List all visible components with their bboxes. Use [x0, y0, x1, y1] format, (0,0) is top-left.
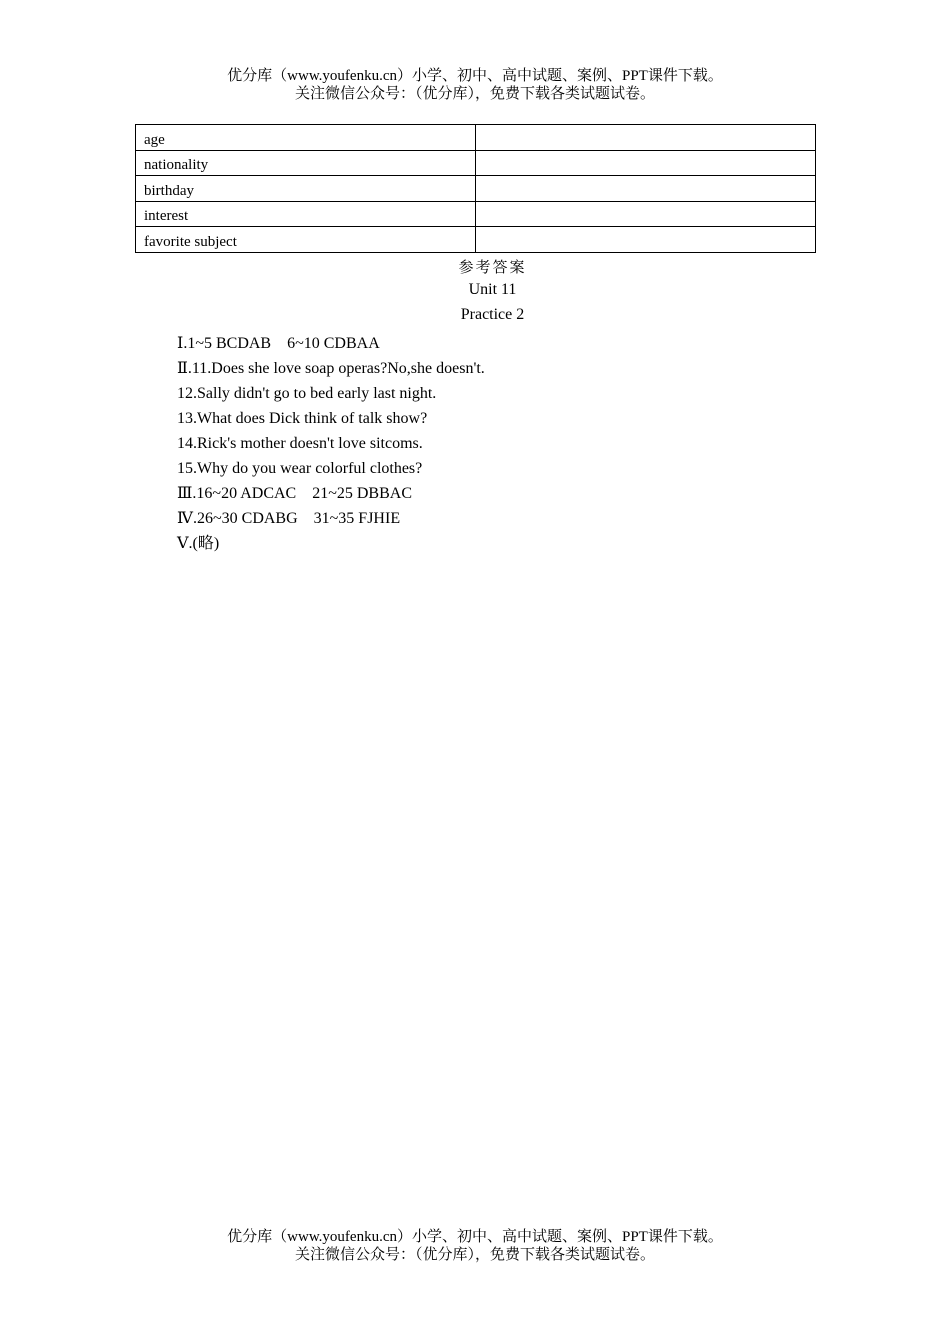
answer-line: 13.What does Dick think of talk show? [177, 410, 428, 427]
answer-line: Ⅱ.11.Does she love soap operas?No,she doesn't. [177, 360, 485, 377]
table-label: favorite subject [136, 227, 476, 253]
answer-list [177, 331, 485, 556]
table-row [136, 227, 816, 253]
page-footer [0, 1228, 950, 1264]
table-value [476, 125, 816, 151]
table-row [136, 201, 816, 227]
answer-line: 14.Rick's mother doesn't love sitcoms. [177, 435, 423, 452]
table-label: birthday [136, 176, 476, 202]
footer-line-1: 优分库（www.youfenku.cn）小学、初中、高中试题、案例、PPT课件下载。 [227, 1229, 723, 1245]
practice-title: Practice 2 [460, 306, 525, 323]
answer-line: Ⅰ.1~5 BCDAB 6~10 CDBAA [177, 335, 380, 352]
footer-line-2: 关注微信公众号：（优分库），免费下载各类试题试卷。 [294, 1247, 655, 1263]
table-label: age [136, 125, 476, 151]
answer-line: Ⅴ.(略) [177, 535, 220, 552]
table-row [136, 125, 816, 151]
answer-line: Ⅳ.26~30 CDABG 31~35 FJHIE [177, 510, 401, 527]
table-row [136, 150, 816, 176]
unit-title: Unit 11 [468, 281, 517, 298]
info-table [135, 124, 816, 253]
table-label: interest [136, 201, 476, 227]
table-value [476, 201, 816, 227]
table-value [476, 176, 816, 202]
table-value [476, 227, 816, 253]
header-line-1: 优分库（www.youfenku.cn）小学、初中、高中试题、案例、PPT课件下载。 [227, 68, 723, 84]
table-value [476, 150, 816, 176]
answer-line: 15.Why do you wear colorful clothes? [177, 460, 423, 477]
table-label: nationality [136, 150, 476, 176]
answers-heading: 参考答案 [458, 260, 527, 276]
page-header [0, 67, 950, 103]
table-row [136, 176, 816, 202]
answer-line: 12.Sally didn't go to bed early last night. [177, 385, 437, 402]
answer-line: Ⅲ.16~20 ADCAC 21~25 DBBAC [177, 485, 412, 502]
header-line-2: 关注微信公众号：（优分库），免费下载各类试题试卷。 [294, 86, 655, 102]
